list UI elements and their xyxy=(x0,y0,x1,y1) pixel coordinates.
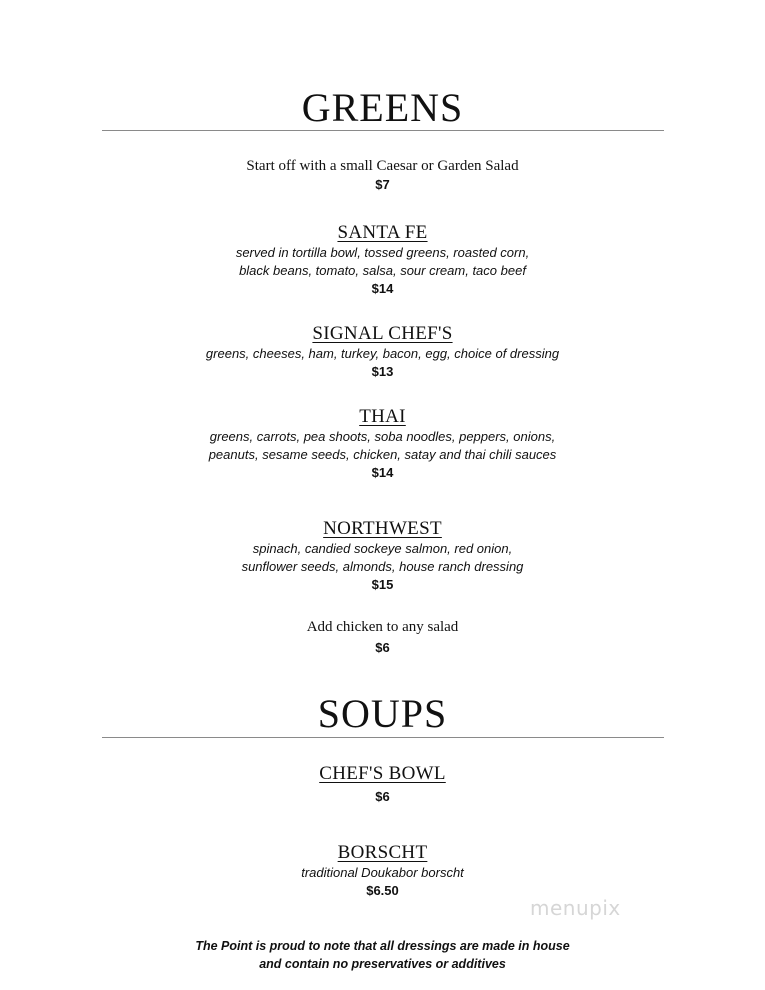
item-name: SANTA FE xyxy=(337,222,428,243)
greens-title: GREENS xyxy=(301,85,464,130)
item-price: $13 xyxy=(371,364,394,379)
item-price: $15 xyxy=(371,577,394,592)
item-description-line: spinach, candied sockeye salmon, red onion, xyxy=(252,541,513,556)
item-description-line: served in tortilla bowl, tossed greens, roasted corn, xyxy=(235,245,530,260)
soups-divider xyxy=(102,737,664,738)
item-price: $6 xyxy=(375,789,390,804)
item-description-line: peanuts, sesame seeds, chicken, satay and thai chili sauces xyxy=(208,447,557,462)
item-name: THAI xyxy=(359,406,406,427)
greens-divider xyxy=(102,130,664,131)
item-name: CHEF'S BOWL xyxy=(319,763,446,784)
menu-item-northwest xyxy=(0,518,765,594)
watermark-logo: menupix xyxy=(530,896,621,920)
footnote-line: The Point is proud to note that all dressings are made in house xyxy=(195,939,570,953)
item-description-line: sunflower seeds, almonds, house ranch dressing xyxy=(241,559,524,574)
addon-text: Add chicken to any salad xyxy=(306,619,459,635)
item-description-line: greens, cheeses, ham, turkey, bacon, egg, choice of dressing xyxy=(205,346,560,361)
item-price: $6.50 xyxy=(366,883,399,898)
menu-item-signal-chefs xyxy=(0,323,765,381)
item-price: $14 xyxy=(371,465,394,480)
menu-item-santa-fe xyxy=(0,222,765,298)
footnote-line: and contain no preservatives or additives xyxy=(259,957,506,971)
addon-price: $6 xyxy=(375,640,390,655)
item-name: SIGNAL CHEF'S xyxy=(312,323,453,344)
intro-text: Start off with a small Caesar or Garden Salad xyxy=(246,158,519,174)
intro-price: $7 xyxy=(375,177,390,192)
item-name: BORSCHT xyxy=(337,842,428,863)
greens-addon xyxy=(0,617,765,657)
greens-intro xyxy=(0,156,765,194)
item-description-line: greens, carrots, pea shoots, soba noodles, peppers, onions, xyxy=(209,429,556,444)
menu-item-chefs-bowl xyxy=(0,763,765,806)
item-name: NORTHWEST xyxy=(323,518,442,539)
item-description-line: black beans, tomato, salsa, sour cream, taco beef xyxy=(239,263,526,278)
menu-item-borscht xyxy=(0,842,765,900)
soups-title: SOUPS xyxy=(317,691,448,736)
menu-item-thai xyxy=(0,406,765,482)
footnote xyxy=(0,937,765,973)
item-price: $14 xyxy=(371,281,394,296)
item-description-line: traditional Doukabor borscht xyxy=(301,865,464,880)
